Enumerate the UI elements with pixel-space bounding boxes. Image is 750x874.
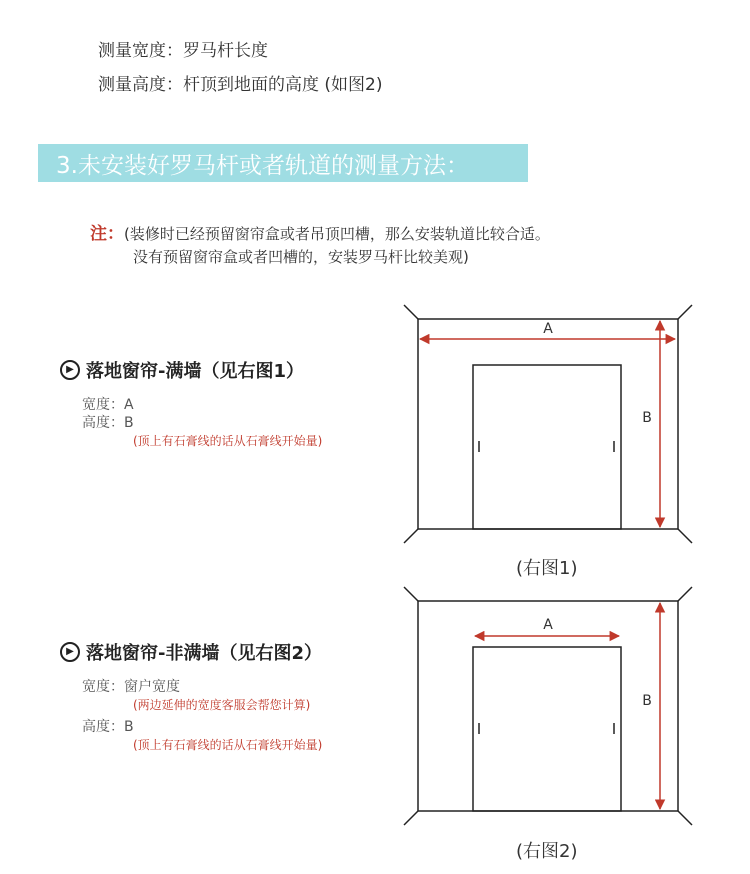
figure1-window bbox=[473, 365, 621, 529]
figure1-corner-bl bbox=[404, 529, 418, 543]
figure1-corner-br bbox=[678, 529, 692, 543]
section2-title: 落地窗帘-非满墙（见右图2） bbox=[86, 643, 322, 664]
section2-width: 宽度：窗户宽度 bbox=[82, 679, 180, 695]
intro-line-width: 测量宽度：罗马杆长度 bbox=[98, 41, 268, 61]
section1-height: 高度：B bbox=[82, 415, 134, 431]
note-line-2: 没有预留窗帘盒或者凹槽的，安装罗马杆比较美观) bbox=[133, 248, 469, 266]
figure1-wall bbox=[418, 319, 678, 529]
figure2-corner-tr bbox=[678, 587, 692, 601]
note-label: 注： bbox=[90, 224, 124, 244]
figure2-corner-br bbox=[678, 811, 692, 825]
figure2-label-a: A bbox=[543, 617, 553, 633]
figure2-corner-bl bbox=[404, 811, 418, 825]
circle-arrow-icon: ▶ bbox=[60, 642, 80, 662]
section2-width-note: (两边延伸的宽度客服会帮您计算) bbox=[133, 698, 311, 712]
section2-height: 高度：B bbox=[82, 719, 134, 735]
figure1-corner-tl bbox=[404, 305, 418, 319]
figure2-corner-tl bbox=[404, 587, 418, 601]
figure1-label-a: A bbox=[543, 321, 553, 337]
figure2-label-b: B bbox=[642, 693, 652, 709]
figure1-caption: (右图1) bbox=[516, 558, 578, 579]
section2-height-note: (顶上有石膏线的话从石膏线开始量) bbox=[133, 738, 323, 752]
section1-title: 落地窗帘-满墙（见右图1） bbox=[86, 361, 304, 382]
figure2-window bbox=[473, 647, 621, 811]
note-line-1: (装修时已经预留窗帘盒或者吊顶凹槽，那么安装轨道比较合适。 bbox=[124, 225, 550, 243]
figure2-caption: (右图2) bbox=[516, 841, 578, 862]
section1-width: 宽度：A bbox=[82, 397, 134, 413]
circle-arrow-icon: ▶ bbox=[60, 360, 80, 380]
banner-title: 3.未安装好罗马杆或者轨道的测量方法： bbox=[56, 153, 469, 179]
figure2 bbox=[404, 587, 692, 825]
figure1-label-b: B bbox=[642, 410, 652, 426]
figure1-corner-tr bbox=[678, 305, 692, 319]
intro-line-height: 测量高度：杆顶到地面的高度 (如图2) bbox=[98, 75, 383, 95]
section1-note: (顶上有石膏线的话从石膏线开始量) bbox=[133, 434, 323, 448]
figure1 bbox=[404, 305, 692, 543]
